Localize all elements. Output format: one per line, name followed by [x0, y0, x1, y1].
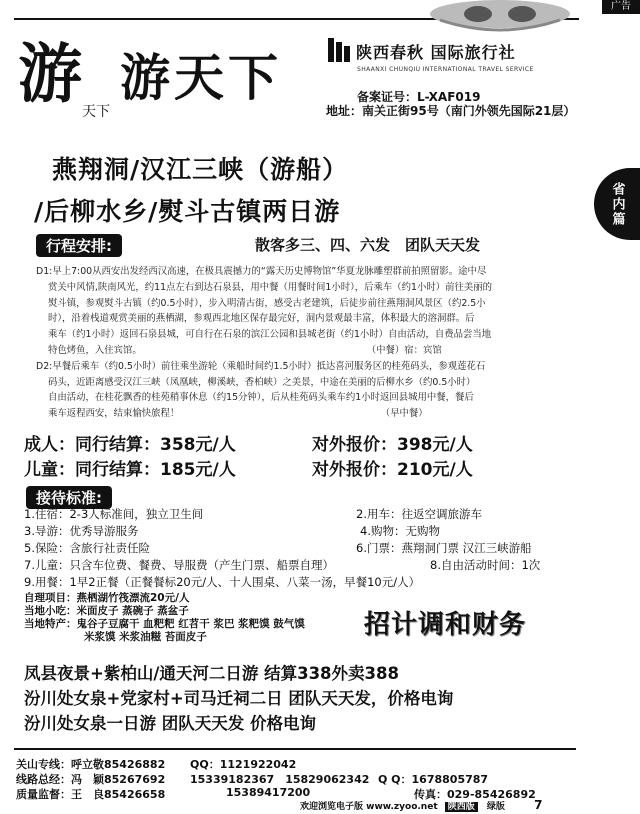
- standard-item: 2.用车：往返空调旅游车: [356, 507, 482, 521]
- brand-title: 游天下: [120, 48, 282, 107]
- tour-title-line2: /后柳水乡/熨斗古镇两日游: [34, 197, 341, 226]
- departure-info: 散客多三、四、六发 团队天天发: [255, 236, 481, 254]
- itinerary-line: D1:早上7:00从西安出发经西汉高速，在极具震撼力的“露天历史博物馆”华夏龙脉雕塑群前拍照留影。途中尽: [36, 266, 487, 277]
- child-public-price: 210元/人: [397, 460, 473, 480]
- extra-route: 汾川处女泉+党家村+司马迁祠二日 团队天天发，价格电询: [24, 689, 454, 708]
- adult-peer-price: 358元/人: [160, 435, 236, 455]
- standards-label: 接待标准:: [26, 486, 112, 509]
- itinerary-line: D2:早餐后乘车（约0.5小时）前往乘坐游轮（乘船时间约1.5小时）抵达喜河服务区的桂苑码头，参观莲花石: [36, 360, 486, 372]
- bottom-strip: [300, 798, 600, 812]
- tour-title-line1: 燕翔洞/汉江三峡（游船）: [52, 155, 349, 184]
- site-link[interactable]: 欢迎浏览电子版 www.zyoo.net: [300, 802, 438, 812]
- schedule-label: 行程安排:: [36, 234, 122, 257]
- standard-item: 8.自由活动时间：1次: [430, 558, 541, 572]
- contact-line: 质量监督：王 良85426658: [16, 788, 166, 801]
- adult-public-row: [312, 430, 473, 455]
- page-number: 7: [534, 798, 543, 812]
- local-specialties-cont: 米浆馍 米浆油糍 苔面皮子: [84, 631, 207, 643]
- local-snacks: 当地小吃：米面皮子 蒸碗子 蒸盆子: [24, 605, 189, 617]
- child-public-label: 对外报价：: [312, 460, 397, 480]
- recruit-slogan: 招计调和财务: [364, 610, 527, 640]
- standard-item: 9.用餐：1早2正餐（正餐餐标20元/人、十人围桌、八菜一汤，早餐10元/人）: [24, 575, 421, 589]
- section-tab: 省内篇: [594, 168, 640, 240]
- agency-address: 地址：南关正街95号（南门外领先国际21层）: [326, 104, 576, 118]
- itinerary-text: [36, 264, 572, 422]
- standard-item: 3.导游：优秀导游服务: [24, 524, 139, 538]
- contact-line: 关山专线：呼立敬85426882: [16, 758, 166, 771]
- standard-item: 7.儿童：只含车位费、餐费、导服费（产生门票、船票自理）: [24, 558, 334, 572]
- contact-phones: 15339182367 15829062342: [190, 773, 370, 786]
- itinerary-line: 自由活动，在桂花飘香的桂苑稍事休息（约15分钟），后从桂苑码头乘车约1小时返回县城用中餐，餐后: [48, 392, 474, 404]
- brand-logo-sub: 天下: [82, 104, 110, 120]
- adult-price-row: [24, 430, 236, 455]
- contact-qq: QQ：1121922042: [190, 758, 297, 771]
- child-peer-price: 185元/人: [160, 460, 236, 480]
- adult-price-label: 成人：同行结算：: [24, 435, 160, 455]
- itinerary-line: 时），沿着栈道观赏美丽的燕栖湖，参观西北地区保存最完好，洞内景观最丰富，体积最大的溶洞群。后: [48, 313, 475, 325]
- agency-emblem-icon: [326, 36, 352, 64]
- self-pay-item: 自理项目：燕栖湖竹筏漂流20元/人: [24, 592, 190, 604]
- mask-decoration: [420, 0, 580, 36]
- contact-line: 线路总经：冯 颖85267692: [16, 773, 166, 786]
- agency-name: 陕西春秋 国际旅行社: [356, 43, 516, 62]
- standard-item: 5.保险：含旅行社责任险: [24, 541, 150, 555]
- standard-item: 6.门票：燕翔洞门票 汉江三峡游船: [356, 541, 532, 555]
- child-price-row: [24, 455, 236, 480]
- standard-item: 1.住宿：2-3人标准间，独立卫生间: [24, 507, 204, 521]
- child-public-row: [312, 455, 473, 480]
- footer-rule: [14, 748, 576, 750]
- section-label: 绿版: [486, 802, 505, 812]
- extra-route: 凤县夜景+紫柏山/通天河二日游 结算338外卖388: [24, 664, 399, 683]
- itinerary-line: 乘车返程西安，结束愉快旅程！ （早中餐）: [48, 408, 428, 420]
- contact-fax: 传真：029-85426892: [414, 788, 536, 801]
- brand-logo-char: 游: [18, 37, 82, 112]
- ad-tag: 广告: [602, 0, 640, 14]
- itinerary-line: 特色烤鱼，入住宾馆。 （中餐）宿：宾馆: [48, 344, 442, 356]
- adult-public-label: 对外报价：: [312, 435, 397, 455]
- license-number: 备案证号：L-XAF019: [357, 90, 481, 104]
- child-price-label: 儿童：同行结算：: [24, 460, 160, 480]
- adult-public-price: 398元/人: [397, 435, 473, 455]
- contact-phones: 15389417200: [226, 786, 311, 799]
- edition-tag: 陕西版: [445, 802, 478, 812]
- itinerary-line: 熨斗镇，参观熨斗古镇（约0.5小时），步入明清古街，感受古老建筑，后徒步前往燕翔洞风景区（约2.5小: [48, 297, 486, 309]
- standard-item: 4.购物：无购物: [360, 524, 440, 538]
- itinerary-line: 乘车（约1小时）返回石泉县城，可自行在石泉的滨江公园和县城老街（约1小时）自由活动，自费品尝当地: [48, 329, 492, 341]
- brand-logo: [14, 30, 114, 122]
- extra-route: 汾川处女泉一日游 团队天天发 价格电询: [24, 714, 316, 733]
- local-specialties: 当地特产：鬼谷子豆腐干 血粑粑 红苕干 浆巴 浆粑馍 鼓气馍: [24, 618, 305, 630]
- itinerary-line: 赏关中风情,陕南风光，约11点左右到达石泉县，用中餐（用餐时间1小时），后乘车（约1小时）前往美丽的: [48, 281, 493, 293]
- itinerary-line: 码头，近距离感受汉江三峡（凤凰峡，柳溪峡，香柏峡）之美景，中途在美丽的后柳水乡（约0.5小时）: [48, 376, 476, 388]
- contact-qq: Q Q：1678805787: [378, 773, 489, 786]
- agency-english-name: SHAANXI CHUNQIU INTERNATIONAL TRAVEL SERVICE: [357, 66, 534, 73]
